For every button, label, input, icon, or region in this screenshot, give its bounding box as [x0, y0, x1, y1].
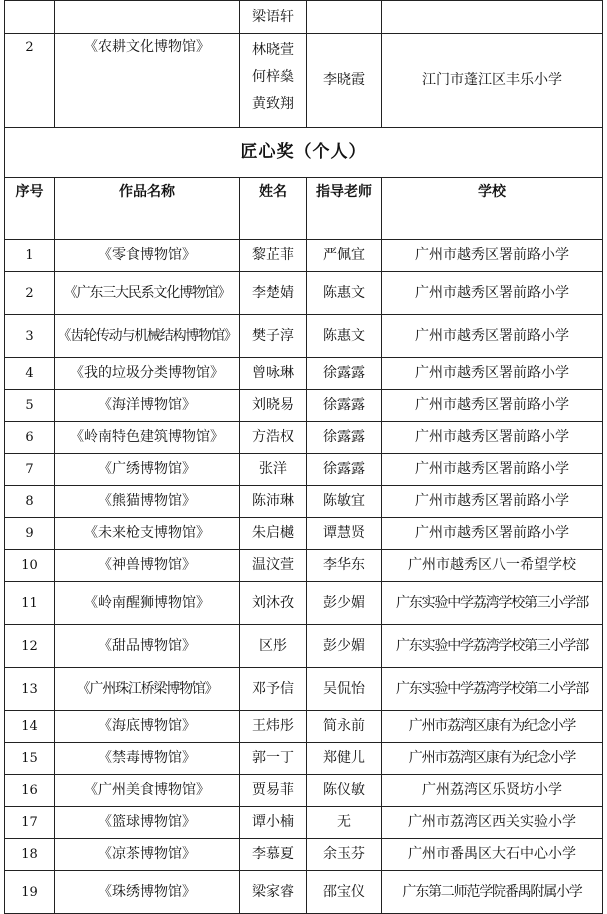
school-cell: [382, 1, 603, 34]
teacher-cell: 邵宝仪: [307, 871, 382, 914]
table-row: [5, 315, 603, 358]
school-cell: 广州市越秀区署前路小学: [382, 272, 603, 315]
teacher-cell: 李晓霞: [307, 34, 382, 128]
table-row: [5, 454, 603, 486]
teacher-cell: 李华东: [307, 550, 382, 582]
table-row: [5, 743, 603, 775]
table-row: [5, 486, 603, 518]
student-names-cell: [240, 1, 307, 34]
student-name-cell: 郭一丁: [240, 743, 307, 775]
work-title-cell: 《海洋博物馆》: [55, 390, 240, 422]
teacher-cell: 徐露露: [307, 422, 382, 454]
teacher-cell: 余玉芬: [307, 839, 382, 871]
school-cell: 广州市越秀区署前路小学: [382, 390, 603, 422]
student-name-cell: 王炜彤: [240, 711, 307, 743]
student-name: 梁语轩: [252, 9, 294, 25]
table-row: [5, 358, 603, 390]
teacher-cell: 简永前: [307, 711, 382, 743]
seq-cell: 14: [5, 711, 55, 743]
header-work: 作品名称: [55, 178, 240, 240]
work-title-cell: 《我的垃圾分类博物馆》: [55, 358, 240, 390]
work-title-cell: 《岭南醒狮博物馆》: [55, 582, 240, 625]
seq-cell: 13: [5, 668, 55, 711]
table-row: [5, 550, 603, 582]
work-title-cell: 《广绣博物馆》: [55, 454, 240, 486]
work-title-cell: 《农耕文化博物馆》: [55, 34, 240, 128]
student-name-cell: 樊子淳: [240, 315, 307, 358]
awards-table: [4, 0, 603, 914]
table-row: [5, 668, 603, 711]
teacher-cell: 陈惠文: [307, 272, 382, 315]
school-cell: 广州市荔湾区康有为纪念小学: [382, 711, 603, 743]
teacher-cell: 徐露露: [307, 390, 382, 422]
seq-cell: 16: [5, 775, 55, 807]
student-name-cell: 朱启樾: [240, 518, 307, 550]
header-teacher: 指导老师: [307, 178, 382, 240]
work-title-cell: [55, 1, 240, 34]
school-cell: 广州市越秀区署前路小学: [382, 315, 603, 358]
student-name-cell: 温汶萱: [240, 550, 307, 582]
table-row: [5, 871, 603, 914]
table-row: [5, 807, 603, 839]
header-name: 姓名: [240, 178, 307, 240]
seq-cell: 7: [5, 454, 55, 486]
student-name: 何梓燊: [252, 69, 294, 85]
school-cell: 广东第二师范学院番禺附属小学: [382, 871, 603, 914]
work-title-cell: 《齿轮传动与机械结构博物馆》: [55, 315, 240, 358]
school-cell: 广州市越秀区署前路小学: [382, 454, 603, 486]
teacher-cell: 陈惠文: [307, 315, 382, 358]
teacher-cell: 郑健儿: [307, 743, 382, 775]
table-row: [5, 775, 603, 807]
work-title-cell: 《神兽博物馆》: [55, 550, 240, 582]
student-name-cell: 李楚婧: [240, 272, 307, 315]
work-title-cell: 《广州珠江桥梁博物馆》: [55, 668, 240, 711]
student-name-cell: 贾易菲: [240, 775, 307, 807]
work-title-cell: 《广州美食博物馆》: [55, 775, 240, 807]
teacher-cell: 徐露露: [307, 454, 382, 486]
seq-cell: 5: [5, 390, 55, 422]
student-name-cell: 方浩权: [240, 422, 307, 454]
work-title-cell: 《甜品博物馆》: [55, 625, 240, 668]
student-name: 黄致翔: [252, 96, 294, 112]
prev-table-row: [5, 34, 603, 128]
school-cell: 广东实验中学荔湾学校第三小学部: [382, 582, 603, 625]
work-title-cell: 《未来枪支博物馆》: [55, 518, 240, 550]
section-title: 匠心奖（个人）: [5, 128, 603, 178]
seq-cell: 8: [5, 486, 55, 518]
seq-cell: 3: [5, 315, 55, 358]
school-cell: 广州市越秀区署前路小学: [382, 358, 603, 390]
table-row: [5, 422, 603, 454]
work-title-cell: 《广东三大民系文化博物馆》: [55, 272, 240, 315]
awards-document: [4, 0, 603, 914]
school-cell: 广州市番禺区大石中心小学: [382, 839, 603, 871]
teacher-cell: 彭少媚: [307, 625, 382, 668]
student-name-cell: 黎芷菲: [240, 240, 307, 272]
teacher-cell: 陈仪敏: [307, 775, 382, 807]
seq-cell: 2: [5, 272, 55, 315]
table-row: [5, 582, 603, 625]
teacher-cell: [307, 1, 382, 34]
school-cell: 广东实验中学荔湾学校第三小学部: [382, 625, 603, 668]
prev-table-row: [5, 1, 603, 34]
school-cell: 广州市越秀区署前路小学: [382, 240, 603, 272]
seq-cell: 18: [5, 839, 55, 871]
seq-cell: 2: [5, 34, 55, 128]
seq-cell: 6: [5, 422, 55, 454]
student-name-cell: 李慕夏: [240, 839, 307, 871]
school-cell: 广州市越秀区署前路小学: [382, 518, 603, 550]
work-title-cell: 《海底博物馆》: [55, 711, 240, 743]
school-cell: 广州市越秀区八一希望学校: [382, 550, 603, 582]
table-row: [5, 518, 603, 550]
student-name-cell: 谭小楠: [240, 807, 307, 839]
student-names-cell: [240, 34, 307, 128]
seq-cell: 19: [5, 871, 55, 914]
school-cell: 广州市荔湾区西关实验小学: [382, 807, 603, 839]
work-title-cell: 《零食博物馆》: [55, 240, 240, 272]
student-name-cell: 刘晓易: [240, 390, 307, 422]
school-cell: 广州荔湾区乐贤坊小学: [382, 775, 603, 807]
teacher-cell: 无: [307, 807, 382, 839]
seq-cell: 17: [5, 807, 55, 839]
school-cell: 广州市荔湾区康有为纪念小学: [382, 743, 603, 775]
table-row: [5, 711, 603, 743]
table-row: [5, 240, 603, 272]
school-cell: 江门市蓬江区丰乐小学: [382, 34, 603, 128]
school-cell: 广州市越秀区署前路小学: [382, 486, 603, 518]
table-row: [5, 839, 603, 871]
table-row: [5, 272, 603, 315]
seq-cell: 11: [5, 582, 55, 625]
seq-cell: 4: [5, 358, 55, 390]
student-name-cell: 陈沛琳: [240, 486, 307, 518]
teacher-cell: 陈敏宜: [307, 486, 382, 518]
seq-cell: 1: [5, 240, 55, 272]
work-title-cell: 《珠绣博物馆》: [55, 871, 240, 914]
teacher-cell: 严佩宜: [307, 240, 382, 272]
header-seq: 序号: [5, 178, 55, 240]
student-name-cell: 曾咏琳: [240, 358, 307, 390]
seq-cell: 10: [5, 550, 55, 582]
student-name-cell: 梁家睿: [240, 871, 307, 914]
table-row: [5, 390, 603, 422]
student-name-cell: 区彤: [240, 625, 307, 668]
seq-cell: 12: [5, 625, 55, 668]
teacher-cell: 彭少媚: [307, 582, 382, 625]
seq-cell: 15: [5, 743, 55, 775]
student-name-cell: 邓予信: [240, 668, 307, 711]
work-title-cell: 《岭南特色建筑博物馆》: [55, 422, 240, 454]
teacher-cell: 徐露露: [307, 358, 382, 390]
seq-cell: [5, 1, 55, 34]
section-rows: [5, 240, 603, 914]
work-title-cell: 《禁毒博物馆》: [55, 743, 240, 775]
work-title-cell: 《篮球博物馆》: [55, 807, 240, 839]
teacher-cell: 吴侃怡: [307, 668, 382, 711]
work-title-cell: 《凉茶博物馆》: [55, 839, 240, 871]
student-name-cell: 刘沐孜: [240, 582, 307, 625]
work-title-cell: 《熊猫博物馆》: [55, 486, 240, 518]
school-cell: 广州市越秀区署前路小学: [382, 422, 603, 454]
table-row: [5, 625, 603, 668]
section-header: [5, 128, 603, 240]
teacher-cell: 谭慧贤: [307, 518, 382, 550]
header-school: 学校: [382, 178, 603, 240]
school-cell: 广东实验中学荔湾学校第二小学部: [382, 668, 603, 711]
student-name-cell: 张洋: [240, 454, 307, 486]
previous-section-rows: [5, 1, 603, 128]
student-name: 林晓萱: [252, 42, 294, 58]
seq-cell: 9: [5, 518, 55, 550]
